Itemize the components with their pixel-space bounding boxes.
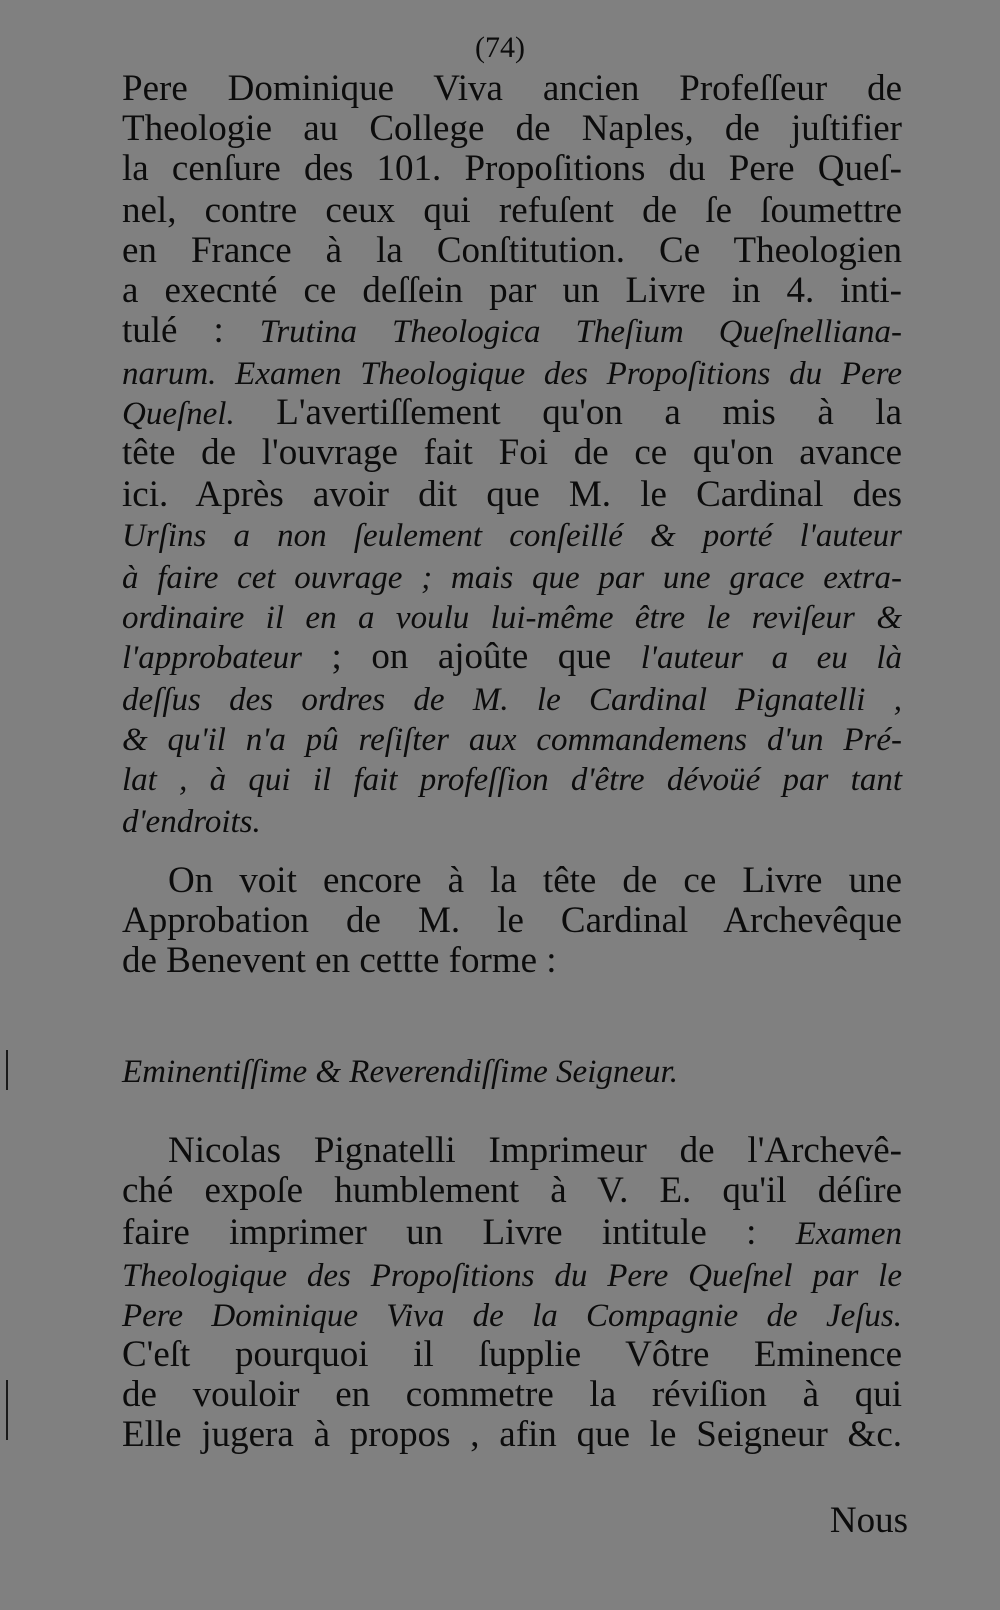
text-line	[122, 1414, 902, 1456]
roman-text: ché expoſe humblement à V. E. qu'il déſire	[122, 1170, 902, 1211]
italic-text: l'auteur a eu là	[640, 640, 902, 676]
text-line	[122, 392, 902, 434]
text-line	[122, 1334, 902, 1376]
text-line	[122, 1170, 902, 1212]
roman-text: C'eſt pourquoi il ſupplie Vôtre Eminence	[122, 1334, 902, 1375]
italic-text: à faire cet ouvrage ; mais que par une grace extra-	[122, 560, 902, 596]
roman-text: tête de l'ouvrage fait Foi de ce qu'on avance	[122, 432, 902, 473]
roman-text: Approbation de M. le Cardinal Archevêque	[122, 900, 902, 941]
roman-text: ; on ajoûte que	[302, 636, 641, 677]
text-line	[122, 108, 902, 150]
text-line	[122, 352, 902, 394]
text-line	[168, 860, 902, 902]
roman-text: de Benevent en cettte forme :	[122, 940, 557, 981]
roman-text: a execnté ce deſſein par un Livre in 4. inti-	[122, 270, 902, 311]
roman-text: Elle jugera à propos , afin que le Seigneur &c.	[122, 1414, 902, 1455]
text-line	[122, 68, 902, 110]
roman-text: faire imprimer un Livre intitule :	[122, 1212, 796, 1253]
italic-text: Queſnel.	[122, 396, 235, 432]
italic-text: ordinaire il en a voulu lui-même être le reviſeur &	[122, 600, 902, 636]
text-line	[122, 190, 902, 232]
italic-text: Trutina Theologica Theſium Queſnelliana-	[259, 314, 902, 350]
roman-text: Nicolas Pignatelli Imprimeur de l'Archevê-	[168, 1130, 902, 1171]
text-line	[122, 270, 902, 312]
roman-text: nel, contre ceux qui refuſent de ſe ſoumettre	[122, 190, 902, 231]
text-line	[122, 800, 902, 842]
roman-text: de vouloir en commetre la réviſion à qui	[122, 1374, 902, 1415]
text-line	[122, 678, 902, 720]
italic-text: Examen	[795, 1216, 902, 1252]
text-line	[122, 1212, 902, 1254]
text-line	[122, 432, 902, 474]
text-line	[122, 900, 902, 942]
text-line	[122, 1374, 902, 1416]
roman-text: ici. Après avoir dit que M. le Cardinal des	[122, 474, 902, 515]
catchword: Nous	[829, 1500, 908, 1541]
text-line	[122, 718, 902, 760]
text-line	[122, 148, 902, 190]
scan-edge-mark	[6, 1380, 8, 1440]
text-line	[122, 514, 902, 556]
text-line	[122, 1254, 902, 1296]
page-number: (74)	[475, 31, 525, 64]
text-line	[122, 310, 902, 352]
italic-text: Theologique des Propoſitions du Pere Queſnel par le	[122, 1258, 902, 1294]
text-line	[122, 1050, 902, 1092]
italic-text: l'approbateur	[122, 640, 303, 676]
text-line	[122, 940, 902, 982]
text-line	[122, 556, 902, 598]
roman-text: la cenſure des 101. Propoſitions du Pere Queſ-	[122, 148, 902, 189]
text-line	[168, 1130, 902, 1172]
roman-text: en France à la Conſtitution. Ce Theologien	[122, 230, 902, 271]
roman-text: Theologie au College de Naples, de juſtifier	[122, 108, 902, 149]
scan-edge-mark	[6, 1050, 8, 1090]
italic-text: lat , à qui il fait profeſſion d'être dévoüé par tant	[122, 762, 902, 798]
italic-text: Urſins a non ſeulement conſeillé & porté l'auteur	[122, 518, 902, 554]
roman-text: On voit encore à la tête de ce Livre une	[168, 860, 902, 901]
text-line	[122, 596, 902, 638]
roman-text: L'avertiſſement qu'on a mis à la	[234, 392, 902, 433]
roman-text: Pere Dominique Viva ancien Profeſſeur de	[122, 68, 902, 109]
text-line	[122, 758, 902, 800]
text-line	[122, 230, 902, 272]
italic-text: Eminentiſſime & Reverendiſſime Seigneur.	[122, 1054, 678, 1090]
text-line	[122, 474, 902, 516]
italic-text: deſſus des ordres de M. le Cardinal Pignatelli ,	[122, 682, 902, 718]
text-line	[122, 1294, 902, 1336]
italic-text: narum. Examen Theologique des Propoſitions du Pere	[122, 356, 902, 392]
text-line	[122, 636, 902, 678]
italic-text: & qu'il n'a pû reſiſter aux commandemens d'un Pré-	[122, 722, 902, 758]
italic-text: Pere Dominique Viva de la Compagnie de Jeſus.	[122, 1298, 902, 1334]
roman-text: tulé :	[122, 310, 260, 351]
italic-text: d'endroits.	[122, 804, 261, 840]
